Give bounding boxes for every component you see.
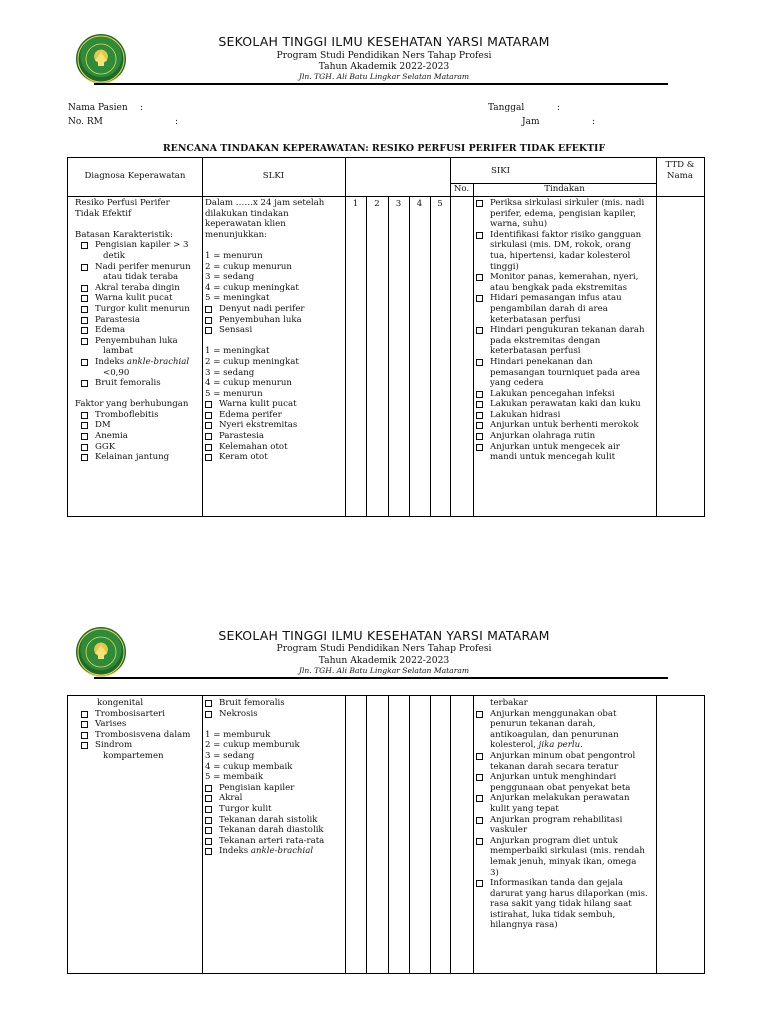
academic-year: Tahun Akademik 2022-2023	[318, 61, 450, 72]
header-diagnosa: Diagnosa Keperawatan	[84, 171, 186, 181]
list-item[interactable]: Anjurkan minum obat pengontrol tekanan darah secara teratur	[476, 751, 653, 772]
list-item[interactable]: Lakukan hidrasi	[476, 410, 653, 421]
list-item[interactable]: Warna kulit pucat	[75, 293, 201, 304]
checkbox[interactable]	[476, 774, 483, 781]
address: Jln. TGH. Ali Batu Lingkar Selatan Mataram	[298, 72, 470, 81]
list-item[interactable]: Bruit femoralis	[205, 698, 343, 709]
list-item[interactable]: Parastesia	[205, 431, 343, 442]
list-item[interactable]: Nadi perifer menurun	[75, 262, 201, 273]
list-item[interactable]: Akral teraba dingin	[75, 283, 201, 294]
rm-label: No. RM	[68, 117, 103, 127]
list-item[interactable]: Indeks ankle-brachial	[75, 357, 201, 368]
list-item[interactable]: Periksa sirkulasi sirkuler (mis. nadi perifer, edema, pengisian kapiler, warna, suhu)	[476, 198, 653, 230]
list-item[interactable]: Lakukan perawatan kaki dan kuku	[476, 399, 653, 410]
list-item[interactable]: Varises	[75, 719, 201, 730]
scale-4: 4	[416, 199, 423, 209]
checkbox[interactable]	[476, 817, 483, 824]
patient-name-field[interactable]: :	[140, 103, 144, 113]
list-item[interactable]: Identifikasi faktor risiko gangguan sirkulasi (mis. DM, rokok, orang tua, hipertensi, kadar kolesterol tinggi)	[476, 230, 653, 272]
checkbox[interactable]	[476, 838, 483, 845]
time-field[interactable]: :	[592, 117, 596, 127]
checkbox[interactable]	[205, 806, 212, 813]
list-item[interactable]: Indeks ankle-brachial	[205, 846, 343, 857]
list-item[interactable]: Anjurkan untuk berhenti merokok	[476, 420, 653, 431]
program-name: Program Studi Pendidikan Ners Tahap Profesi	[276, 50, 492, 61]
list-item[interactable]: Warna kulit pucat	[205, 399, 343, 410]
institution-name: SEKOLAH TINGGI ILMU KESEHATAN YARSI MATARAM	[218, 628, 550, 643]
list-item[interactable]: Tromboflebitis	[75, 410, 201, 421]
list-item[interactable]: Penyembuhan luka	[205, 315, 343, 326]
list-item[interactable]: Parastesia	[75, 315, 201, 326]
list-item[interactable]: Anjurkan melakukan perawatan kulit yang tepat	[476, 793, 653, 814]
list-item[interactable]: Bruit femoralis	[75, 378, 201, 389]
checkbox[interactable]	[205, 838, 212, 845]
list-item[interactable]: Lakukan pencegahan infeksi	[476, 389, 653, 400]
list-item[interactable]: Monitor panas, kemerahan, nyeri, atau bengkak pada ekstremitas	[476, 272, 653, 293]
checkbox[interactable]	[81, 711, 88, 718]
list-item[interactable]: Anjurkan olahraga rutin	[476, 431, 653, 442]
header-tindakan: Tindakan	[544, 184, 585, 194]
list-item[interactable]: Trombosisvena dalam	[75, 730, 201, 741]
address: Jln. TGH. Ali Batu Lingkar Selatan Mataram	[298, 666, 470, 675]
list-item[interactable]: Tekanan darah sistolik	[205, 815, 343, 826]
list-item[interactable]: Nekrosis	[205, 709, 343, 720]
diagnosa-column: Resiko Perfusi Perifer Tidak Efektif Batasan Karakteristik: Pengisian kapiler > 3 detik Nadi perifer menurun atau tidak teraba Akral teraba dingin Warna kulit pucat Turgor kulit menurun Parastesia Edema Penyembuhan luka lambat Indeks ankle-brachial <0,90 Bruit femoralis Faktor yang berhubungan Tromboflebitis DM Anemia GGK Kelainan jantung	[75, 198, 201, 463]
list-item[interactable]: Anjurkan program rehabilitasi vaskuler	[476, 815, 653, 836]
list-item[interactable]: Sensasi	[205, 325, 343, 336]
checkbox[interactable]	[81, 732, 88, 739]
header-no: No.	[453, 184, 470, 194]
list-item[interactable]: Penyembuhan luka	[75, 336, 201, 347]
list-item[interactable]: Edema perifer	[205, 410, 343, 421]
checkbox[interactable]	[205, 700, 212, 707]
checkbox[interactable]	[476, 753, 483, 760]
list-item[interactable]: Hindari pengukuran tekanan darah pada ekstremitas dengan keterbatasan perfusi	[476, 325, 653, 357]
list-item[interactable]: Hindari penekanan dan pemasangan tourniquet pada area yang cedera	[476, 357, 653, 389]
header-siki: SIKI	[490, 166, 511, 176]
list-item[interactable]: Pengisian kapiler	[205, 783, 343, 794]
document-title: RENCANA TINDAKAN KEPERAWATAN: RESIKO PERFUSI PERIFER TIDAK EFEKTIF	[162, 143, 606, 154]
scale-3: 3	[395, 199, 402, 209]
academic-year: Tahun Akademik 2022-2023	[318, 655, 450, 666]
date-field[interactable]: :	[557, 103, 561, 113]
rm-field[interactable]: :	[175, 117, 179, 127]
slki-column: Dalam ……x 24 jam setelah dilakukan tindakan keperawatan klien menunjukkan: 1 = menurun 2 = cukup menurun 3 = sedang 4 = cukup meningkat 5 = meningkat Denyut nadi perifer Penyembuhan luka Sensasi 1 = meningkat 2 = cukup meningkat 3 = sedang 4 = cukup menurun 5 = menurun Warna kulit pucat Edema perifer Nyeri ekstremitas Parastesia Kelemahan otot Keram otot	[205, 198, 343, 463]
checkbox[interactable]	[205, 827, 212, 834]
care-plan-table-2	[67, 695, 705, 974]
list-item[interactable]: Informasikan tanda dan gejala darurat yang harus dilaporkan (mis. rasa sakit yang tidak hilang saat istirahat, luka tidak sembuh, hilangnya rasa)	[476, 878, 653, 931]
list-item[interactable]: Anjurkan untuk mengecek air mandi untuk mencegah kulit	[476, 442, 653, 463]
list-item[interactable]: Anjurkan program diet untuk memperbaiki sirkulasi (mis. rendah lemak jenuh, minyak ikan, omega 3)	[476, 836, 653, 878]
header-divider	[94, 677, 668, 679]
list-item[interactable]: Turgor kulit	[205, 804, 343, 815]
list-item[interactable]: Anjurkan untuk menghindari penggunaan obat penyekat beta	[476, 772, 653, 793]
scale-2: 2	[374, 199, 380, 209]
checkbox[interactable]	[81, 742, 88, 749]
list-item[interactable]: Turgor kulit menurun	[75, 304, 201, 315]
list-item[interactable]: Tekanan arteri rata-rata	[205, 836, 343, 847]
list-item[interactable]: Pengisian kapiler > 3	[75, 240, 201, 251]
checkbox[interactable]	[205, 711, 212, 718]
checkbox[interactable]	[476, 711, 483, 718]
time-label: Jam	[522, 117, 540, 127]
list-item[interactable]: DM	[75, 420, 201, 431]
checkbox[interactable]	[81, 721, 88, 728]
slki-column-cont: Bruit femoralis Nekrosis 1 = memburuk 2 = cukup memburuk 3 = sedang 4 = cukup membaik 5 = membaik Pengisian kapiler Akral Turgor kulit Tekanan darah sistolik Tekanan darah diastolik Tekanan arteri rata-rata Indeks ankle-brachial	[205, 698, 343, 857]
checkbox[interactable]	[205, 795, 212, 802]
checkbox[interactable]	[476, 795, 483, 802]
diagnosa-column-cont: kongenital Trombosisarteri Varises Trombosisvena dalam Sindrom kompartemen	[75, 698, 201, 762]
list-item[interactable]: Keram otot	[205, 452, 343, 463]
patient-name-label: Nama Pasien	[68, 103, 128, 113]
checkbox[interactable]	[205, 817, 212, 824]
header-slki: SLKI	[262, 171, 285, 181]
list-item[interactable]: Kelainan jantung	[75, 452, 201, 463]
list-item[interactable]: Kelemahan otot	[205, 442, 343, 453]
scale-1: 1	[352, 199, 359, 209]
header-ttd: TTD & Nama	[665, 160, 695, 181]
list-item[interactable]: Anjurkan menggunakan obat penurun tekanan darah, antikoagulan, dan penurunan kolesterol, jika perlu.	[476, 709, 653, 751]
tindakan-column-cont: terbakar Anjurkan menggunakan obat penurun tekanan darah, antikoagulan, dan penurunan kolesterol, jika perlu. Anjurkan minum obat pengontrol tekanan darah secara teratur Anjurkan untuk menghindari penggunaan obat penyekat beta Anjurkan melakukan perawatan kulit yang tepat Anjurkan program rehabilitasi vaskuler Anjurkan program diet untuk memperbaiki sirkulasi (mis. rendah lemak jenuh, minyak ikan, omega 3) Informasikan tanda dan gejala darurat yang harus dilaporkan (mis. rasa sakit yang tidak hilang saat istirahat, luka tidak sembuh, hilangnya rasa)	[476, 698, 653, 931]
checkbox[interactable]	[476, 880, 483, 887]
list-item[interactable]: Sindrom	[75, 740, 201, 751]
list-item[interactable]: Akral	[205, 793, 343, 804]
checkbox[interactable]	[205, 848, 212, 855]
list-item[interactable]: Hidari pemasangan infus atau pengambilan darah di area keterbatasan perfusi	[476, 293, 653, 325]
list-item[interactable]: Nyeri ekstremitas	[205, 420, 343, 431]
list-item[interactable]: GGK	[75, 442, 201, 453]
program-name: Program Studi Pendidikan Ners Tahap Profesi	[276, 643, 492, 654]
scale-5: 5	[437, 199, 443, 209]
list-item[interactable]: Denyut nadi perifer	[205, 304, 343, 315]
date-label: Tanggal	[488, 103, 525, 113]
list-item[interactable]: Anemia	[75, 431, 201, 442]
checkbox[interactable]	[205, 785, 212, 792]
list-item[interactable]: Edema	[75, 325, 201, 336]
list-item[interactable]: Tekanan darah diastolik	[205, 825, 343, 836]
list-item[interactable]: Trombosisarteri	[75, 709, 201, 720]
institution-name: SEKOLAH TINGGI ILMU KESEHATAN YARSI MATARAM	[218, 34, 550, 49]
